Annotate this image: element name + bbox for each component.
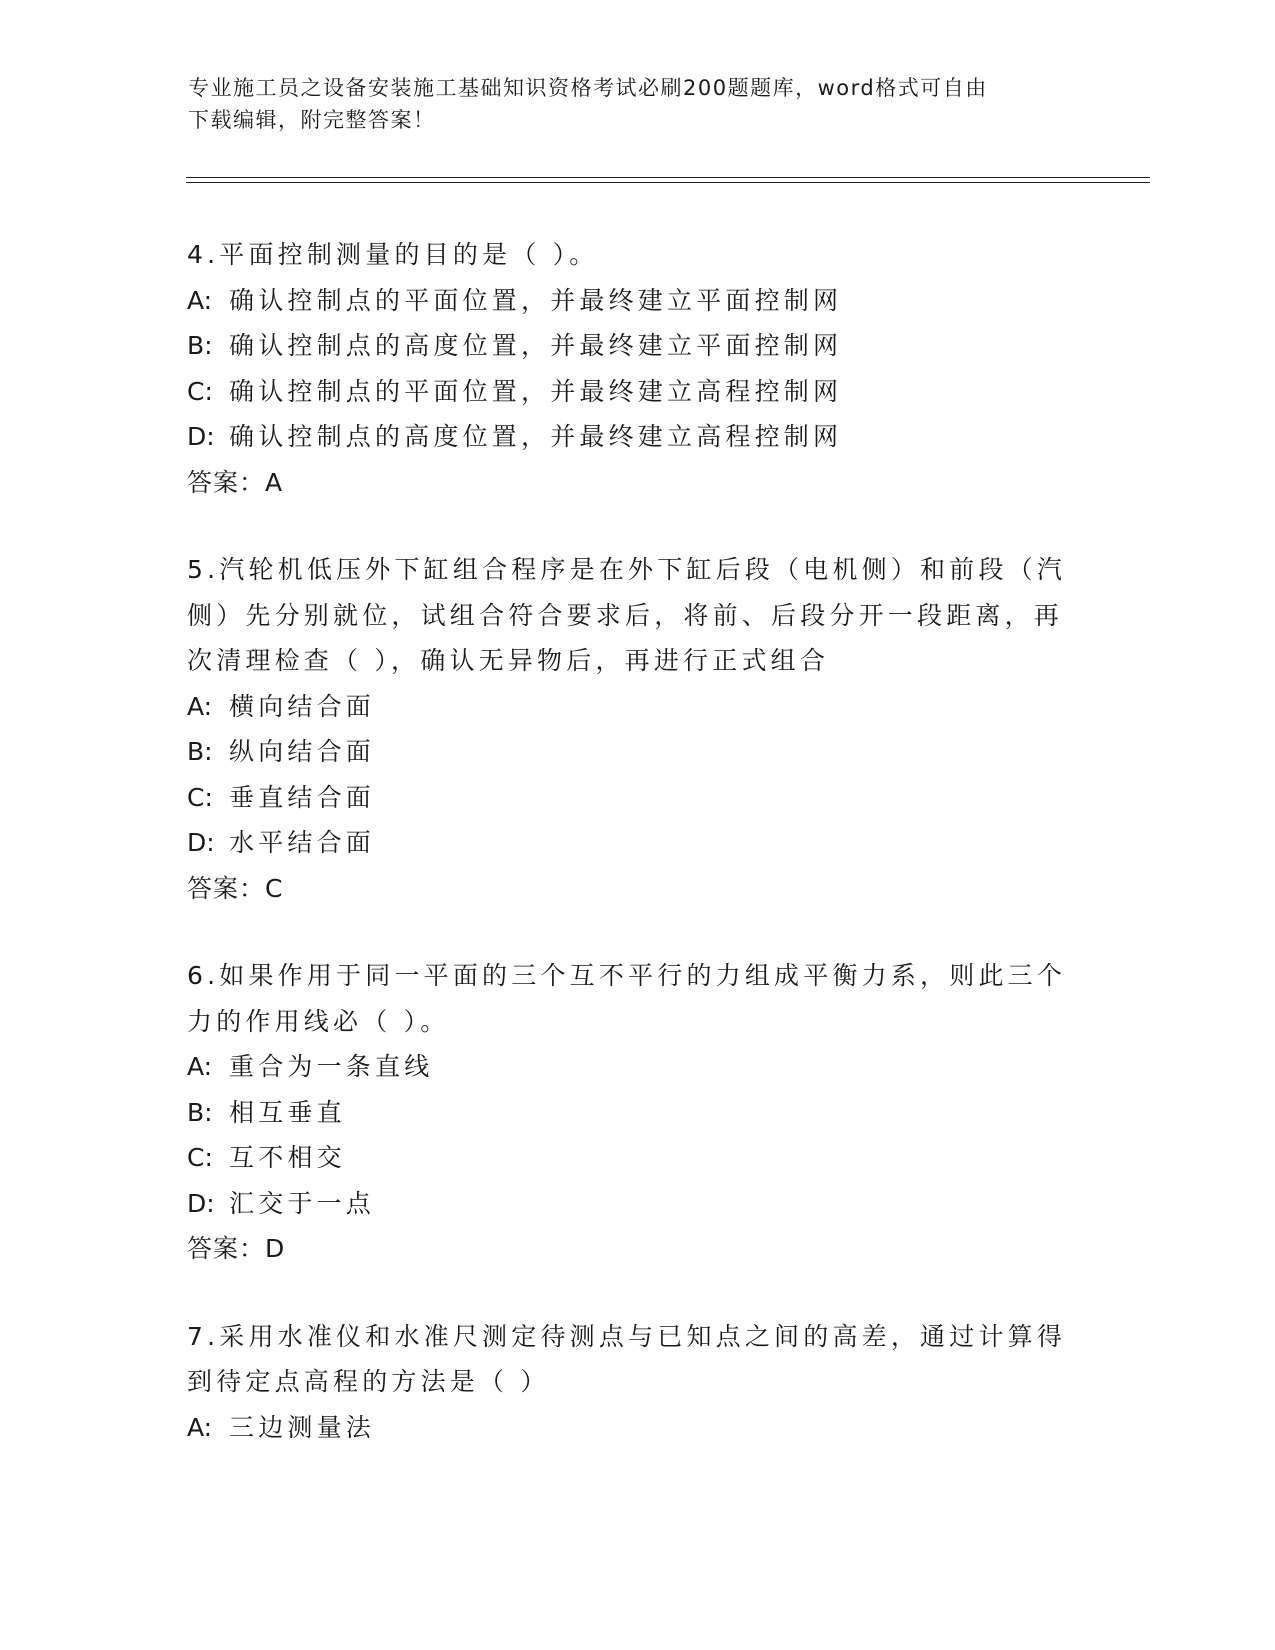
question-stem-line: 4.平面控制测量的目的是（ ）。 (187, 240, 599, 269)
question-stem-line: 6.如果作用于同一平面的三个互不平行的力组成平衡力系，则此三个 (187, 961, 1067, 990)
answer-option (187, 1090, 1067, 1136)
answer-option (187, 278, 1067, 324)
question-stem-line: 力的作用线必（ ）。 (187, 1006, 450, 1036)
option-text: 相互垂直 (229, 1097, 346, 1127)
option-text: 确认控制点的平面位置，并最终建立平面控制网 (229, 285, 843, 315)
option-text: 确认控制点的高度位置，并最终建立高程控制网 (229, 422, 843, 451)
question-block (187, 232, 1067, 505)
option-text: 纵向结合面 (229, 737, 376, 766)
answer-option (187, 1405, 1067, 1451)
option-key: B: (187, 1097, 213, 1127)
option-text: 确认控制点的平面位置，并最终建立高程控制网 (229, 376, 843, 406)
question-stem-line: 5.汽轮机低压外下缸组合程序是在外下缸后段（电机侧）和前段（汽 (187, 555, 1067, 584)
answer-option (187, 369, 1067, 415)
answer-option (187, 820, 1067, 866)
option-key: D: (187, 422, 215, 451)
header-line-2: 下载编辑，附完整答案！ (188, 108, 436, 132)
answer-option (187, 1181, 1067, 1227)
option-key: A: (187, 691, 213, 721)
answer-option (187, 729, 1067, 775)
option-key: C: (187, 376, 213, 406)
option-text: 水平结合面 (229, 828, 376, 857)
answer-line: 答案：D (187, 1234, 286, 1263)
answer-option (187, 775, 1067, 821)
option-key: C: (187, 1143, 213, 1172)
answer-line: 答案：C (187, 873, 284, 903)
question-block (187, 1314, 1067, 1451)
answer-option (187, 414, 1067, 460)
option-key: B: (187, 737, 213, 766)
question-stem-line: 到待定点高程的方法是（ ） (187, 1367, 550, 1396)
option-text: 垂直结合面 (229, 782, 376, 812)
question-list (187, 232, 1067, 1450)
option-text: 三边测量法 (229, 1412, 376, 1442)
answer-option (187, 1135, 1067, 1181)
header-divider-bottom (186, 182, 1150, 183)
option-key: A: (187, 1412, 213, 1442)
option-text: 重合为一条直线 (229, 1052, 434, 1081)
answer-option (187, 323, 1067, 369)
header-line-1: 专业施工员之设备安装施工基础知识资格考试必刷200题题库，word格式可自由 (188, 76, 988, 100)
option-key: D: (187, 1188, 215, 1218)
answer-option (187, 1044, 1067, 1090)
question-block (187, 953, 1067, 1272)
option-key: D: (187, 828, 215, 857)
option-key: C: (187, 782, 213, 812)
option-text: 横向结合面 (229, 691, 376, 721)
option-key: B: (187, 331, 213, 360)
answer-line: 答案：A (187, 467, 284, 497)
question-block (187, 547, 1067, 911)
option-text: 互不相交 (229, 1143, 346, 1172)
option-text: 确认控制点的高度位置，并最终建立平面控制网 (229, 331, 843, 360)
document-header (188, 72, 1068, 136)
header-divider-top (186, 177, 1150, 178)
answer-option (187, 684, 1067, 730)
option-key: A: (187, 1052, 213, 1081)
question-stem-line: 7.采用水准仪和水准尺测定待测点与已知点之间的高差，通过计算得 (187, 1321, 1067, 1351)
option-key: A: (187, 285, 213, 315)
option-text: 汇交于一点 (229, 1188, 376, 1218)
question-stem-line: 侧）先分别就位，试组合符合要求后，将前、后段分开一段距离，再 (187, 600, 1064, 630)
question-stem-line: 次清理检查（ ），确认无异物后，再进行正式组合 (187, 646, 830, 675)
